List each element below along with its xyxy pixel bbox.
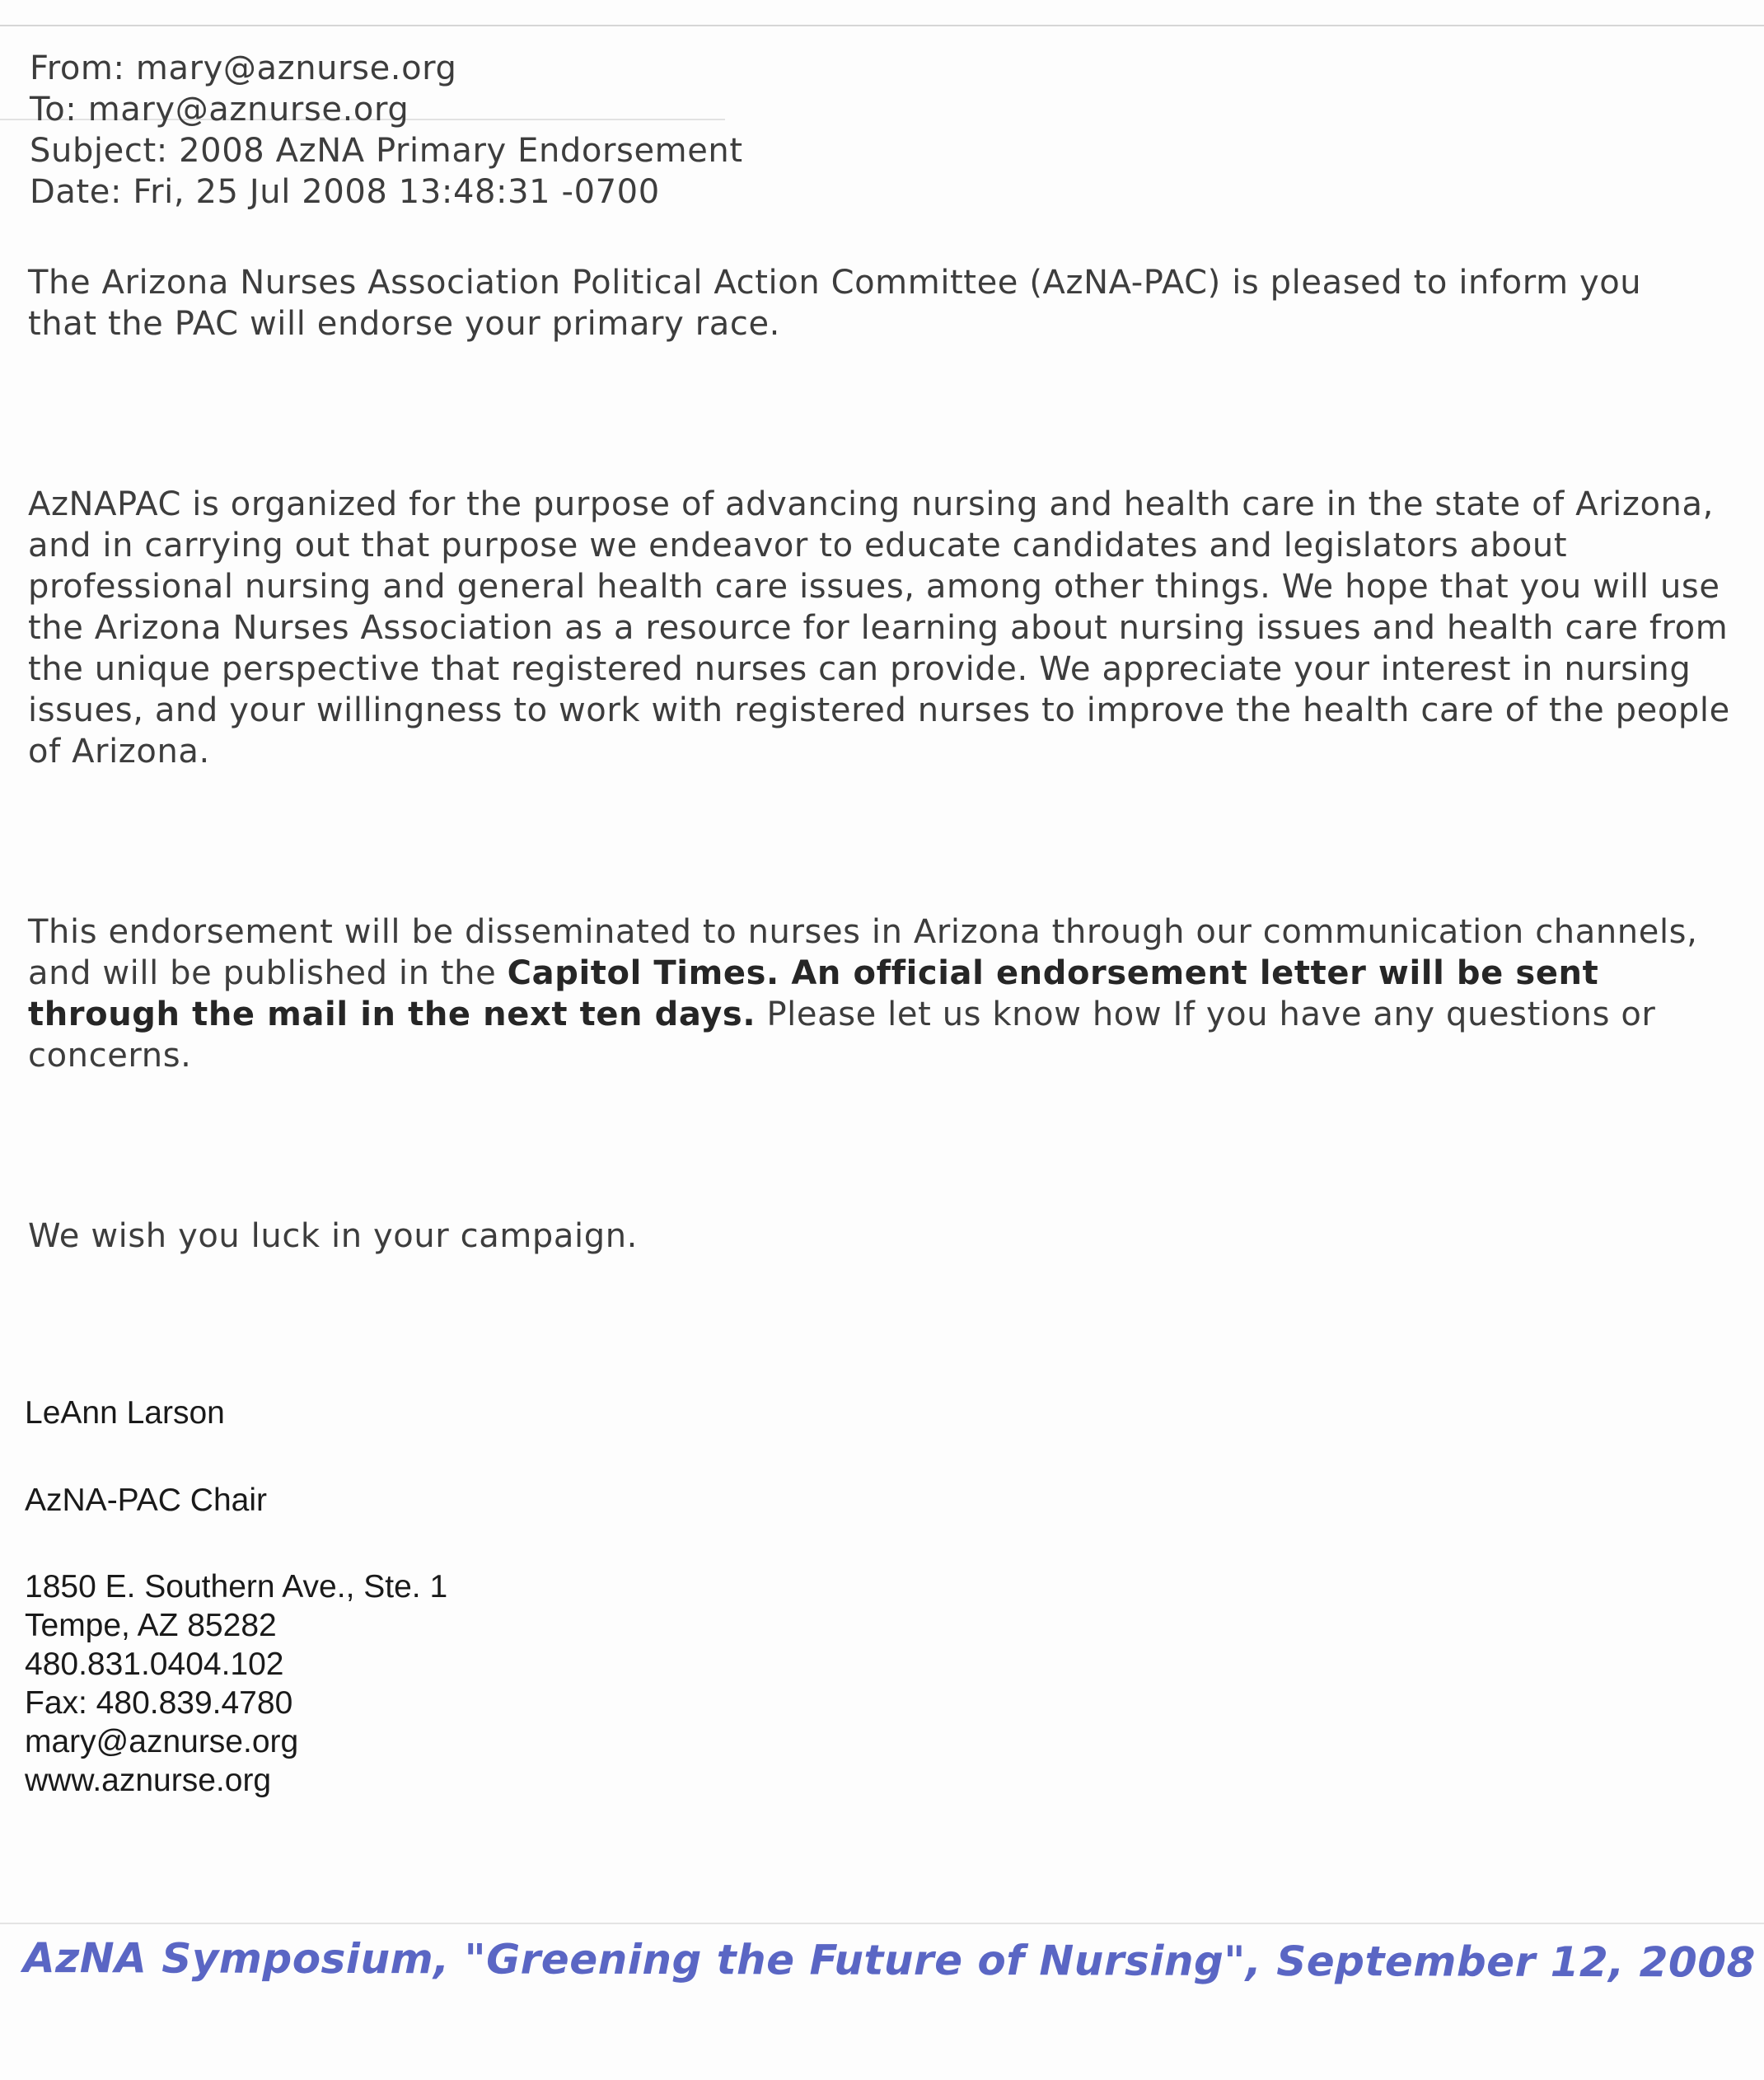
- dissemination-paragraph: [28, 911, 1734, 1076]
- intro-paragraph: The Arizona Nurses Association Political Action Committee (AzNA-PAC) is pleased to inform you that the PAC will endorse your primary race.: [28, 264, 1642, 343]
- dissemination-text-end: Please let us know how If you have any questions or concerns.: [28, 995, 1656, 1075]
- top-rule: [0, 25, 1764, 26]
- contact-block: [25, 1567, 447, 1800]
- fax-number: Fax: 480.839.4780: [25, 1685, 293, 1721]
- dissemination-text-bold: Capitol Times. An official endorsement letter will be sent through the mail in the next ten days.: [28, 954, 1599, 1033]
- address-line-1: 1850 E. Southern Ave., Ste. 1: [25, 1569, 448, 1605]
- email-address[interactable]: mary@aznurse.org: [25, 1724, 299, 1759]
- website-link[interactable]: www.aznurse.org: [25, 1763, 272, 1798]
- date-line: Date: Fri, 25 Jul 2008 13:48:31 -0700: [30, 173, 660, 211]
- to-line: To: mary@aznurse.org: [30, 91, 409, 129]
- address-line-2: Tempe, AZ 85282: [25, 1608, 277, 1643]
- symposium-banner: AzNA Symposium, "Greening the Future of Nursing", September 12, 2008: [22, 1934, 1756, 1987]
- footer-rule: [0, 1923, 1764, 1924]
- dissemination-text-start: This endorsement will be disseminated to nurses in Arizona through our communication channels, and will be published in the: [28, 913, 1698, 992]
- from-line: From: mary@aznurse.org: [30, 49, 457, 87]
- email-header: [30, 48, 1727, 213]
- signer-title: AzNA-PAC Chair: [25, 1483, 268, 1518]
- signer-name: LeAnn Larson: [25, 1395, 225, 1431]
- purpose-paragraph: AzNAPAC is organized for the purpose of advancing nursing and health care in the state of Arizona, and in carrying out that purpose we endeavor to educate candidates and legislators about professional nursing and general health care issues, among other things. We hope that you will use the Arizona Nurses Association as a resource for learning about nursing issues and health care from the unique perspective that registered nurses can provide. We appreciate your interest in nursing issues, and your willingness to work with registered nurses to improve the health care of the people of Arizona.: [28, 485, 1730, 771]
- subject-line: Subject: 2008 AzNA Primary Endorsement: [30, 132, 743, 170]
- closing-line: We wish you luck in your campaign.: [28, 1217, 638, 1255]
- phone-number: 480.831.0404.102: [25, 1647, 284, 1682]
